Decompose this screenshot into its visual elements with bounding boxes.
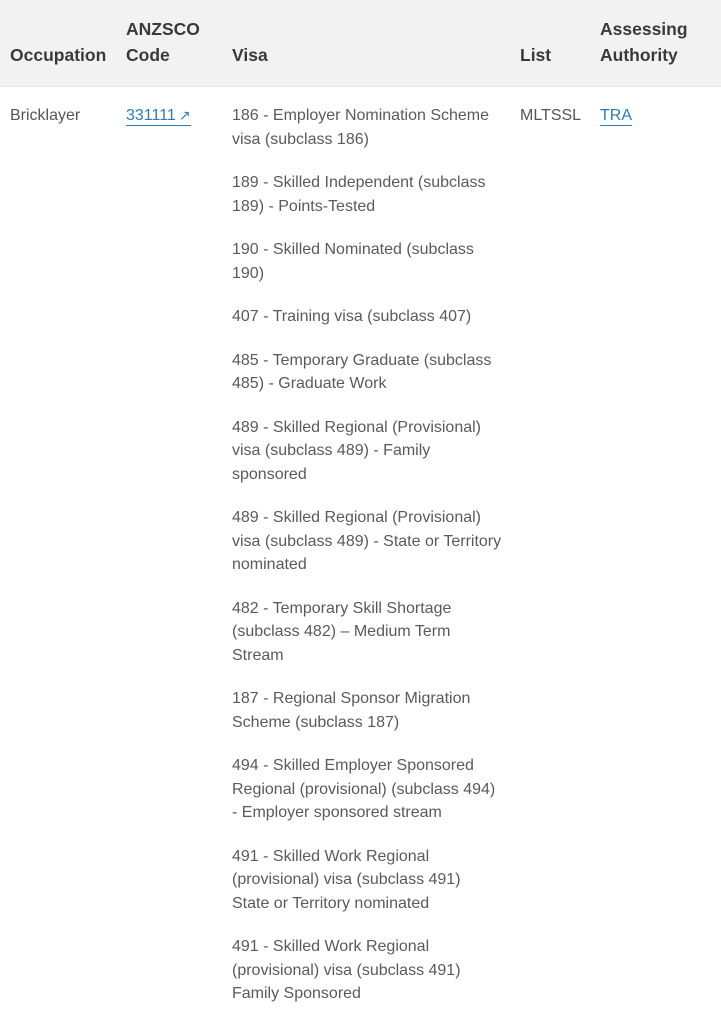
header-list: List xyxy=(520,45,552,65)
anzsco-code-text: 331111 xyxy=(126,107,176,124)
visa-item: 489 - Skilled Regional (Provisional) visa (subclass 489) - Family sponsored xyxy=(232,418,482,483)
visa-item: 491 - Skilled Work Regional (provisional) visa (subclass 491) State or Territory nominated xyxy=(232,847,461,912)
assessing-authority-link[interactable]: TRA xyxy=(600,107,632,124)
visa-item: 190 - Skilled Nominated (subclass 190) xyxy=(232,241,474,282)
visa-item: 494 - Skilled Employer Sponsored Regional (provisional) (subclass 494) - Employer sponsored stream xyxy=(232,757,496,821)
list-cell: MLTSSL xyxy=(520,107,582,124)
header-anzsco-code: ANZSCO Code xyxy=(126,19,200,65)
visa-item: 186 - Employer Nomination Scheme visa (subclass 186) xyxy=(232,107,490,148)
anzsco-cell xyxy=(126,104,191,128)
external-link-icon: ↗ xyxy=(178,107,191,123)
occupation-cell: Bricklayer xyxy=(10,107,81,124)
header-assessing-authority: Assessing Authority xyxy=(600,19,688,65)
table-row xyxy=(0,87,721,1029)
visa-item: 189 - Skilled Independent (subclass 189) - Points-Tested xyxy=(232,174,486,215)
header-visa: Visa xyxy=(232,45,268,65)
visa-item: 491 - Skilled Work Regional (provisional) visa (subclass 491) Family Sponsored xyxy=(232,938,461,1002)
visa-item: 187 - Regional Sponsor Migration Scheme (subclass 187) xyxy=(232,690,471,731)
visa-item: 489 - Skilled Regional (Provisional) visa (subclass 489) - State or Territory nominated xyxy=(232,509,502,573)
visa-item: 482 - Temporary Skill Shortage (subclass 482) – Medium Term Stream xyxy=(232,599,452,664)
visa-cell xyxy=(232,104,502,1026)
visa-item: 407 - Training visa (subclass 407) xyxy=(232,308,472,325)
authority-cell xyxy=(600,104,632,128)
anzsco-code-link[interactable] xyxy=(126,107,191,126)
visa-item: 485 - Temporary Graduate (subclass 485) - Graduate Work xyxy=(232,351,492,392)
header-occupation: Occupation xyxy=(10,45,107,65)
table-header xyxy=(0,0,721,87)
